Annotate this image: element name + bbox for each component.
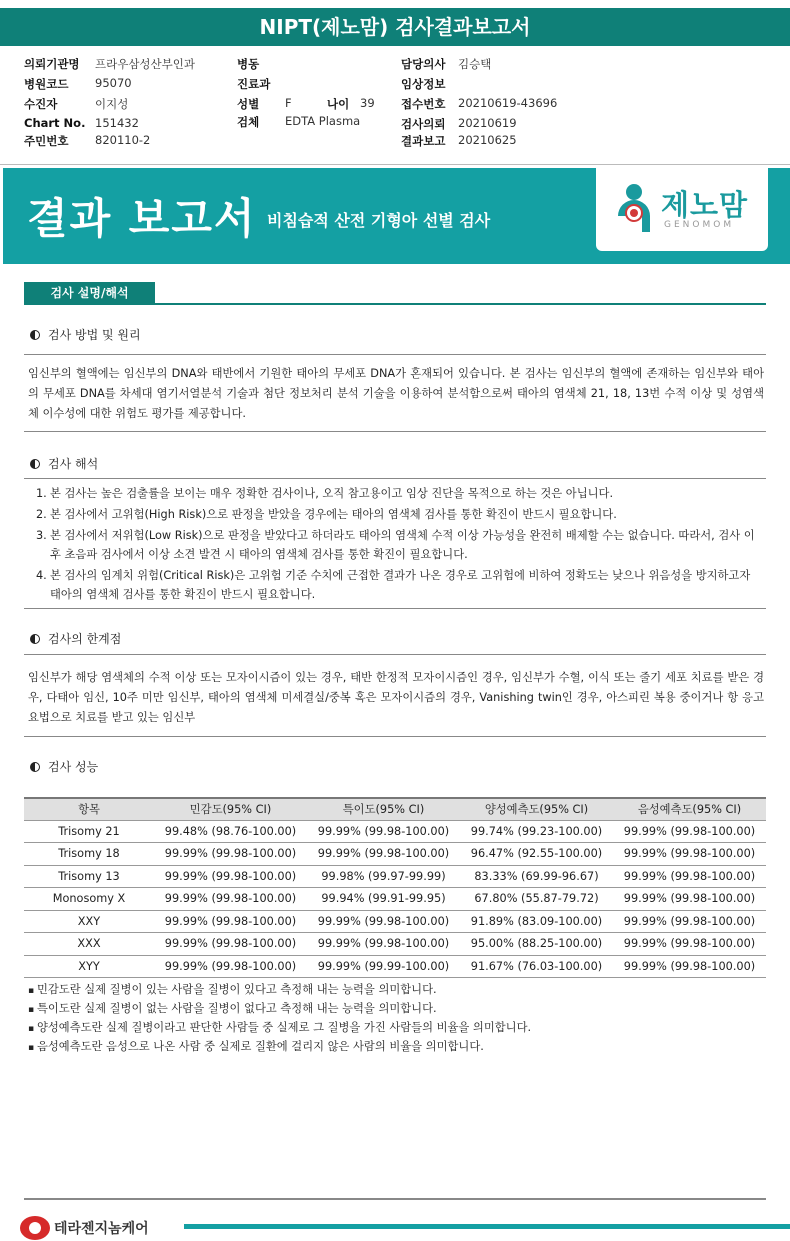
specimen-value: EDTA Plasma	[285, 114, 361, 128]
banner-title: 결과 보고서	[27, 194, 257, 243]
note-item: ▪ 민감도란 실제 질병이 있는 사람을 질병이 있다고 측정해 내는 능력을 의미합니다.	[28, 981, 531, 1000]
code-label: 병원코드	[24, 77, 69, 91]
report-title: NIPT(제노맘) 검사결과보고서	[0, 8, 790, 46]
limits-heading	[30, 630, 121, 647]
divider	[24, 431, 766, 432]
item-text: 본 검사는 높은 검출률을 보이는 매우 정확한 검사이나, 오직 참고용이고 임상 진단을 목적으로 하는 것은 아닙니다.	[50, 487, 614, 500]
table-row	[24, 933, 766, 956]
table-cell: Monosomy X	[24, 888, 154, 911]
note-item: ▪ 양성예측도란 실제 질병이라고 판단한 사람들 중 실제로 그 질병을 가진 사람들의 비율을 의미합니다.	[28, 1019, 531, 1038]
item-text: 본 검사의 임계치 위험(Critical Risk)은 고위험 기준 수치에 근접한 결과가 나온 경우로 고위험에 비하여 정확도는 낮으나 위음성을 방지하고자 태아의 염색체 검사를 통한 확진이 반드시 필요합니다.	[50, 569, 751, 601]
specimen-label: 검체	[237, 115, 260, 129]
table-cell: 96.47% (92.55-100.00)	[460, 843, 613, 866]
sex-value: F	[285, 96, 292, 110]
company-logo-icon	[20, 1216, 50, 1240]
table-row	[24, 888, 766, 911]
half-circle-icon	[30, 634, 40, 644]
collector-value: 이지성	[95, 97, 129, 111]
section-tab: 검사 설명/해석	[24, 282, 155, 304]
divider	[24, 736, 766, 737]
item-number: 2.	[36, 508, 47, 521]
interpretation-list	[36, 484, 758, 606]
report-label: 결과보고	[401, 134, 446, 148]
dept-label: 진료과	[237, 77, 271, 91]
table-cell: 99.99% (99.98-100.00)	[307, 820, 460, 843]
table-cell: 95.00% (88.25-100.00)	[460, 933, 613, 956]
chart-label: Chart No.	[24, 116, 86, 130]
table-cell: 99.48% (98.76-100.00)	[154, 820, 307, 843]
logo-text-en: GENOMOM	[664, 220, 735, 230]
receipt-value: 20210619-43696	[458, 96, 558, 110]
table-cell: 91.67% (76.03-100.00)	[460, 955, 613, 978]
table-cell: 99.99% (99.98-100.00)	[154, 910, 307, 933]
table-cell: 91.89% (83.09-100.00)	[460, 910, 613, 933]
table-cell: 99.98% (99.97-99.99)	[307, 865, 460, 888]
doctor-value: 김승택	[458, 57, 492, 71]
column-header: 민감도(95% CI)	[154, 798, 307, 820]
table-cell: 99.99% (99.98-100.00)	[613, 820, 766, 843]
section-divider	[24, 303, 766, 305]
table-cell: 99.99% (99.98-100.00)	[613, 888, 766, 911]
performance-table	[24, 797, 766, 978]
list-item	[36, 526, 758, 564]
divider	[24, 354, 766, 355]
hospital-label: 의뢰기관명	[24, 57, 80, 71]
request-label: 검사의뢰	[401, 117, 446, 131]
column-header: 특이도(95% CI)	[307, 798, 460, 820]
table-cell: 99.94% (99.91-99.95)	[307, 888, 460, 911]
item-number: 3.	[36, 529, 47, 542]
company-name: 테라젠지놈케어	[54, 1221, 149, 1237]
request-value: 20210619	[458, 116, 517, 130]
half-circle-icon	[30, 762, 40, 772]
table-row	[24, 865, 766, 888]
hospital-value: 프라우삼성산부인과	[95, 57, 195, 71]
half-circle-icon	[30, 459, 40, 469]
receipt-label: 접수번호	[401, 97, 446, 111]
patient-info	[0, 50, 790, 165]
table-cell: 99.99% (99.98-100.00)	[154, 843, 307, 866]
item-text: 본 검사에서 고위험(High Risk)으로 판정을 받았을 경우에는 태아의 염색체 검사를 통한 확진이 반드시 필요합니다.	[50, 508, 617, 521]
note-item: ▪ 음성예측도란 음성으로 나온 사람 중 실제로 질환에 걸리지 않은 사람의 비율을 의미합니다.	[28, 1038, 531, 1057]
table-row	[24, 910, 766, 933]
ward-label: 병동	[237, 57, 260, 71]
table-cell: 99.74% (99.23-100.00)	[460, 820, 613, 843]
list-item	[36, 505, 758, 524]
limits-text: 임신부가 해당 염색체의 수적 이상 또는 모자이시즘이 있는 경우, 태반 한정적 모자이시즘인 경우, 임신부가 수혈, 이식 또는 줄기 세포 치료를 받은 경우, 다태아 임신, 10주 미만 임신부, 태아의 염색체 미세결실/중복 혹은 모자이시즘의 경우, Vanishing twin인 경우, 아스피린 복용 중이거나 항 응고 요법으로 치료를 받고 있는 임신부	[28, 671, 764, 724]
code-value: 95070	[95, 76, 132, 90]
table-cell: Trisomy 21	[24, 820, 154, 843]
table-cell: 99.99% (99.98-100.00)	[613, 910, 766, 933]
id-value: 820110-2	[95, 133, 151, 147]
table-row	[24, 820, 766, 843]
table-cell: 99.99% (99.98-100.00)	[154, 865, 307, 888]
performance-heading-text: 검사 성능	[48, 760, 99, 774]
half-circle-icon	[30, 330, 40, 340]
collector-label: 수진자	[24, 97, 58, 111]
table-cell: XXY	[24, 910, 154, 933]
table-cell: 99.99% (99.98-100.00)	[307, 933, 460, 956]
banner-subtitle: 비침습적 산전 기형아 선별 검사	[267, 211, 491, 230]
divider	[24, 654, 766, 655]
report-value: 20210625	[458, 133, 517, 147]
table-cell: 99.99% (99.98-100.00)	[154, 955, 307, 978]
table-cell: 99.99% (99.98-100.00)	[613, 955, 766, 978]
column-header: 항목	[24, 798, 154, 820]
item-number: 1.	[36, 487, 47, 500]
note-item: ▪ 특이도란 실제 질병이 없는 사람을 질병이 없다고 측정해 내는 능력을 의미합니다.	[28, 1000, 531, 1019]
id-label: 주민번호	[24, 134, 69, 148]
footer-accent-bar	[184, 1224, 790, 1229]
table-row	[24, 955, 766, 978]
age-value: 39	[360, 96, 375, 110]
logo-text-ko: 제노맘	[661, 188, 749, 222]
performance-heading	[30, 758, 98, 775]
table-cell: 99.99% (99.99-100.00)	[307, 955, 460, 978]
chart-value: 151432	[95, 116, 139, 130]
table-cell: 99.99% (99.98-100.00)	[154, 888, 307, 911]
limits-heading-text: 검사의 한계점	[48, 632, 122, 646]
divider	[24, 478, 766, 479]
method-heading-text: 검사 방법 및 원리	[48, 328, 141, 342]
genomom-logo-icon	[614, 182, 654, 234]
company-logo	[20, 1214, 170, 1241]
doctor-label: 담당의사	[401, 57, 446, 71]
table-cell: 99.99% (99.98-100.00)	[613, 843, 766, 866]
column-header: 양성예측도(95% CI)	[460, 798, 613, 820]
table-cell: 99.99% (99.98-100.00)	[307, 910, 460, 933]
table-cell: 83.33% (69.99-96.67)	[460, 865, 613, 888]
method-text: 임신부의 혈액에는 임신부의 DNA와 태반에서 기원한 태아의 무세포 DNA가 혼재되어 있습니다. 본 검사는 임신부의 혈액에 존재하는 임신부와 태아의 무세포 DNA를 차세대 염기서열분석 기술과 첨단 정보처리 분석 기술을 이용하여 분석함으로써 태아의 염색체 21, 18, 13번 수적 이상 및 성염색체 이수성에 대한 위험도 평가를 제공합니다.	[28, 367, 764, 420]
table-cell: 99.99% (99.98-100.00)	[613, 933, 766, 956]
column-header: 음성예측도(95% CI)	[613, 798, 766, 820]
interpretation-heading	[30, 455, 98, 472]
genomom-logo	[596, 168, 768, 251]
table-row	[24, 843, 766, 866]
age-label: 나이	[327, 97, 350, 111]
interpretation-heading-text: 검사 해석	[48, 457, 99, 471]
divider	[24, 608, 766, 609]
table-cell: XYY	[24, 955, 154, 978]
footer-divider	[24, 1198, 766, 1200]
list-item	[36, 566, 758, 604]
report-banner	[3, 168, 790, 264]
performance-notes	[28, 981, 531, 1057]
table-header-row	[24, 798, 766, 820]
table-cell: Trisomy 13	[24, 865, 154, 888]
table-cell: 99.99% (99.98-100.00)	[154, 933, 307, 956]
method-heading	[30, 326, 141, 343]
table-cell: 99.99% (99.98-100.00)	[613, 865, 766, 888]
item-text: 본 검사에서 저위험(Low Risk)으로 판정을 받았다고 하더라도 태아의 염색체 수적 이상 가능성을 완전히 배제할 수는 없습니다. 따라서, 검사 이후 초음파 검사에서 이상 소견 발견 시 태아의 염색체 검사를 통한 확진이 필요합니다.	[50, 529, 755, 561]
table-cell: Trisomy 18	[24, 843, 154, 866]
item-number: 4.	[36, 569, 47, 582]
clinical-label: 임상정보	[401, 77, 446, 91]
table-cell: 67.80% (55.87-79.72)	[460, 888, 613, 911]
table-cell: 99.99% (99.98-100.00)	[307, 843, 460, 866]
list-item	[36, 484, 758, 503]
sex-label: 성별	[237, 97, 260, 111]
table-cell: XXX	[24, 933, 154, 956]
